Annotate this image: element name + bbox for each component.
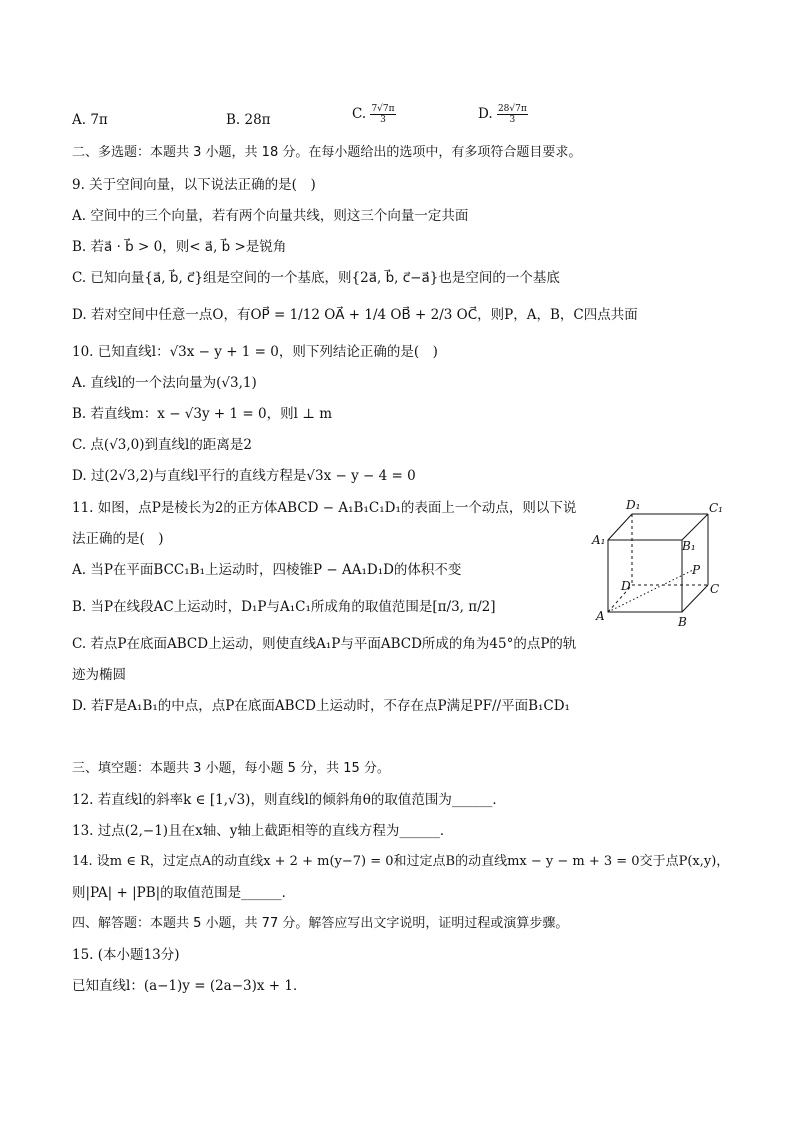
label-a: A	[596, 609, 605, 623]
q10-option-a: A. 直线l的一个法向量为(√3,1)	[72, 375, 257, 391]
q9-option-a: A. 空间中的三个向量，若有两个向量共线，则这三个向量一定共面	[72, 208, 469, 224]
section-3-heading: 三、填空题：本题共 3 小题，每小题 5 分，共 15 分。	[72, 761, 390, 776]
q11-option-c: C. 若点P在底面ABCD上运动，则使直线A₁P与平面ABCD所成的角为45°的点P的轨	[72, 636, 577, 652]
q15-stem: 已知直线l：(a−1)y = (2a−3)x + 1．	[72, 978, 307, 994]
q11-option-d: D. 若F是A₁B₁的中点，点P在底面ABCD上运动时，不存在点P满足PF//平面B₁CD₁	[72, 698, 570, 714]
edge-b1c1	[682, 514, 708, 540]
option-c-fraction	[370, 104, 395, 125]
section-4-heading: 四、解答题：本题共 5 小题，共 77 分。解答应写出文字说明，证明过程或演算步骤。	[72, 916, 569, 931]
q10-option-b: B. 若直线m：x − √3y + 1 = 0，则l ⊥ m	[72, 406, 332, 422]
label-c1: C₁	[709, 501, 723, 515]
q9-option-c: C. 已知向量{a⃗, b⃗, c⃗}组是空间的一个基底，则{2a⃗, b⃗, c⃗−a⃗}也是空间的一个基底	[72, 270, 560, 286]
q11-option-c-cont: 迹为椭圆	[72, 667, 126, 683]
label-b: B	[678, 615, 687, 629]
q11-stem-cont: 法正确的是( )	[72, 531, 164, 547]
q14: 14. 设m ∈ R，过定点A的动直线x + 2 + m(y−7) = 0和过定点B的动直线mx − y − m + 3 = 0交于点P(x,y)，	[72, 854, 730, 869]
q14-cont: 则|PA| + |PB|的取值范围是______．	[72, 885, 296, 901]
edge-bc	[682, 585, 708, 612]
front-face	[608, 540, 682, 612]
option-b: B. 28π	[226, 112, 271, 128]
option-d-numerator: 28√7π	[497, 104, 527, 114]
option-c-numerator: 7√7π	[371, 104, 395, 114]
q10-stem: 10. 已知直线l：√3x − y + 1 = 0，则下列结论正确的是( )	[72, 344, 438, 360]
label-d: D	[621, 579, 631, 593]
q11-option-a: A. 当P在平面BCC₁B₁上运动时，四棱锥P − AA₁D₁D的体积不变	[72, 562, 462, 578]
label-a1: A₁	[592, 533, 606, 547]
q9-option-b: B. 若a⃗ · b⃗ > 0，则< a⃗, b⃗ >是锐角	[72, 239, 287, 255]
q15-header: 15. (本小题13分)	[72, 947, 180, 963]
q12: 12. 若直线l的斜率k ∈ [1,√3)，则直线l的倾斜角θ的取值范围为______．	[72, 792, 506, 808]
q9-option-d: D. 若对空间中任意一点O，有OP⃗ = 1/12 OA⃗ + 1/4 OB⃗ + 2/3 OC⃗，则P，A，B，C四点共面	[72, 307, 638, 323]
label-b1: B₁	[682, 539, 696, 553]
option-d	[478, 104, 528, 125]
q9-stem: 9. 关于空间向量，以下说法正确的是( )	[72, 177, 316, 193]
q10-option-c: C. 点(√3,0)到直线l的距离是2	[72, 437, 252, 453]
q10-option-d: D. 过(2√3,2)与直线l平行的直线方程是√3x − y − 4 = 0	[72, 468, 416, 484]
option-a: A. 7π	[72, 112, 108, 128]
q11-stem: 11. 如图，点P是棱长为2的正方体ABCD − A₁B₁C₁D₁的表面上一个动点，则以下说	[72, 500, 577, 516]
section-2-heading: 二、多选题：本题共 3 小题，共 18 分。在每小题给出的选项中，有多项符合题目要求。	[72, 145, 582, 160]
label-c: C	[710, 582, 720, 596]
label-d1: D₁	[626, 498, 641, 512]
q11-option-b: B. 当P在线段AC上运动时，D₁P与A₁C₁所成角的取值范围是[π/3, π/2]	[72, 599, 496, 615]
q13: 13. 过点(2,−1)且在x轴、y轴上截距相等的直线方程为______．	[72, 823, 454, 839]
option-c-denominator: 3	[380, 115, 386, 125]
option-d-denominator: 3	[509, 115, 516, 125]
label-p: P	[692, 563, 701, 577]
cube-diagram	[590, 497, 730, 635]
option-c	[352, 104, 396, 125]
option-d-label: D.	[478, 106, 493, 122]
option-d-fraction	[497, 104, 528, 125]
option-c-label: C.	[352, 106, 367, 122]
edge-a1d1	[608, 514, 632, 540]
